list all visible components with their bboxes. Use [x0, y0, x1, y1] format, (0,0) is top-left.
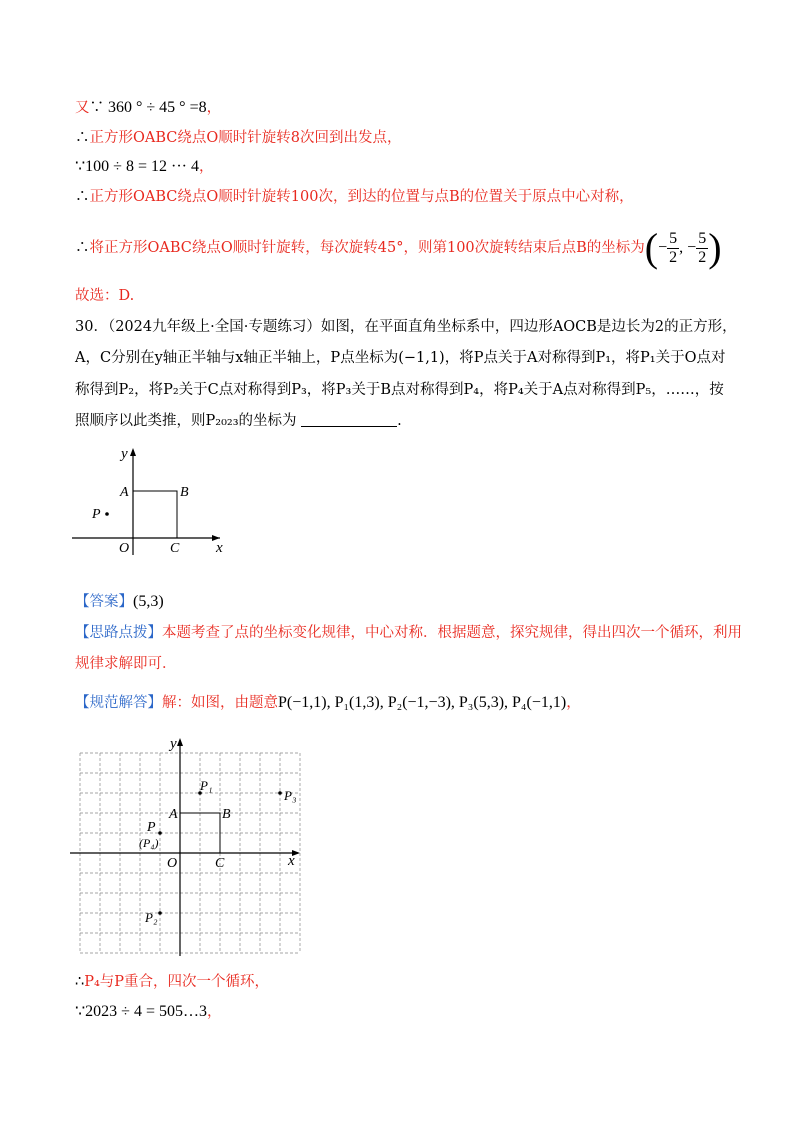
figure-2 — [60, 730, 310, 960]
hint-line-2: 规律求解即可． — [75, 656, 177, 672]
figure-1 — [60, 440, 240, 560]
solution-line: 【规范解答】解：如图，由题意P(−1,1), P₁(1,3), P₂(−1,−3), P₃(5,3), P₄(−1,1)， — [75, 694, 581, 711]
label-y: y — [170, 736, 177, 752]
y-axis-arrow — [130, 448, 136, 456]
choice-line: 故选：D. — [75, 288, 135, 304]
label-c: C — [215, 856, 225, 871]
label-x: x — [216, 540, 223, 556]
prev-line-2: ∴正方形OABC绕点O顺时针旋转8次回到出发点， — [75, 130, 402, 146]
fraction-1: $\frac{5}{2}$ — [669, 229, 678, 266]
square-aocb — [133, 491, 177, 538]
label-o: O — [167, 856, 178, 871]
conclusion-line-2: ∵2023 ÷ 4 = 505…3， — [75, 1003, 222, 1020]
hint-line-1: 【思路点拨】本题考查了点的坐标变化规律，中心对称．根据题意，探究规律，得出四次一个循环，利用 — [75, 625, 742, 641]
label-c: C — [170, 541, 180, 556]
problem-line-1: 30．（2024九年级上·全国·专题练习）如图，在平面直角坐标系中，四边形AOCB是边长为2的正方形， — [75, 319, 737, 335]
prev-line-4: ∴正方形OABC绕点O顺时针旋转100次，到达的位置与点B的位置关于原点中心对称， — [75, 189, 634, 205]
label-p2: P₂ — [145, 910, 158, 925]
problem-line-3: 称得到P₂，将P₂关于C点对称得到P₃，将P₃关于B点对称得到P₄，将P₄关于A点对称得到P₅，……，按 — [75, 382, 724, 398]
label-o: O — [119, 541, 130, 556]
label-x: x — [288, 853, 295, 869]
point-p2 — [158, 911, 162, 915]
y-axis-arrow — [177, 738, 183, 746]
problem-line-2: A，C分别在y轴正半轴与x轴正半轴上，P点坐标为(−1,1)，将P点关于A对称得到P₁，将P₁关于O点对 — [75, 350, 726, 366]
fraction-2: $\frac{5}{2}$ — [698, 229, 707, 266]
label-y: y — [121, 446, 128, 462]
label-p3: P₃ — [284, 788, 297, 803]
point-p3 — [278, 791, 282, 795]
label-a: A — [120, 485, 129, 500]
prev-line-5: ∴将正方形OABC绕点O顺时针旋转，每次旋转45°，则第100次旋转结束后点B的坐标为(− $\frac{5}{2}$ , − $\frac{5}{2}$ ) — [75, 225, 722, 270]
prev-line-3: ∵100 ÷ 8 = 12 ··· 4， — [75, 158, 214, 175]
conclusion-line-1: ∴P₄与P重合，四次一个循环， — [75, 974, 270, 990]
label-p1: P₁ — [200, 778, 213, 793]
label-p: P — [92, 507, 101, 522]
answer-blank — [301, 412, 397, 427]
point-p — [105, 512, 109, 516]
label-b: B — [222, 807, 231, 822]
answer-line: 【答案】(5,3) — [75, 593, 164, 610]
problem-line-4: 照顺序以此类推，则P₂₀₂₃的坐标为 . — [75, 413, 402, 429]
point-p — [158, 831, 162, 835]
label-a: A — [169, 807, 178, 822]
prev-line-1: 又∵ 360 ° ÷ 45 ° =8， — [75, 99, 222, 116]
label-p: P — [147, 820, 156, 835]
label-p4: (P₄) — [139, 836, 159, 850]
label-b: B — [180, 485, 189, 500]
